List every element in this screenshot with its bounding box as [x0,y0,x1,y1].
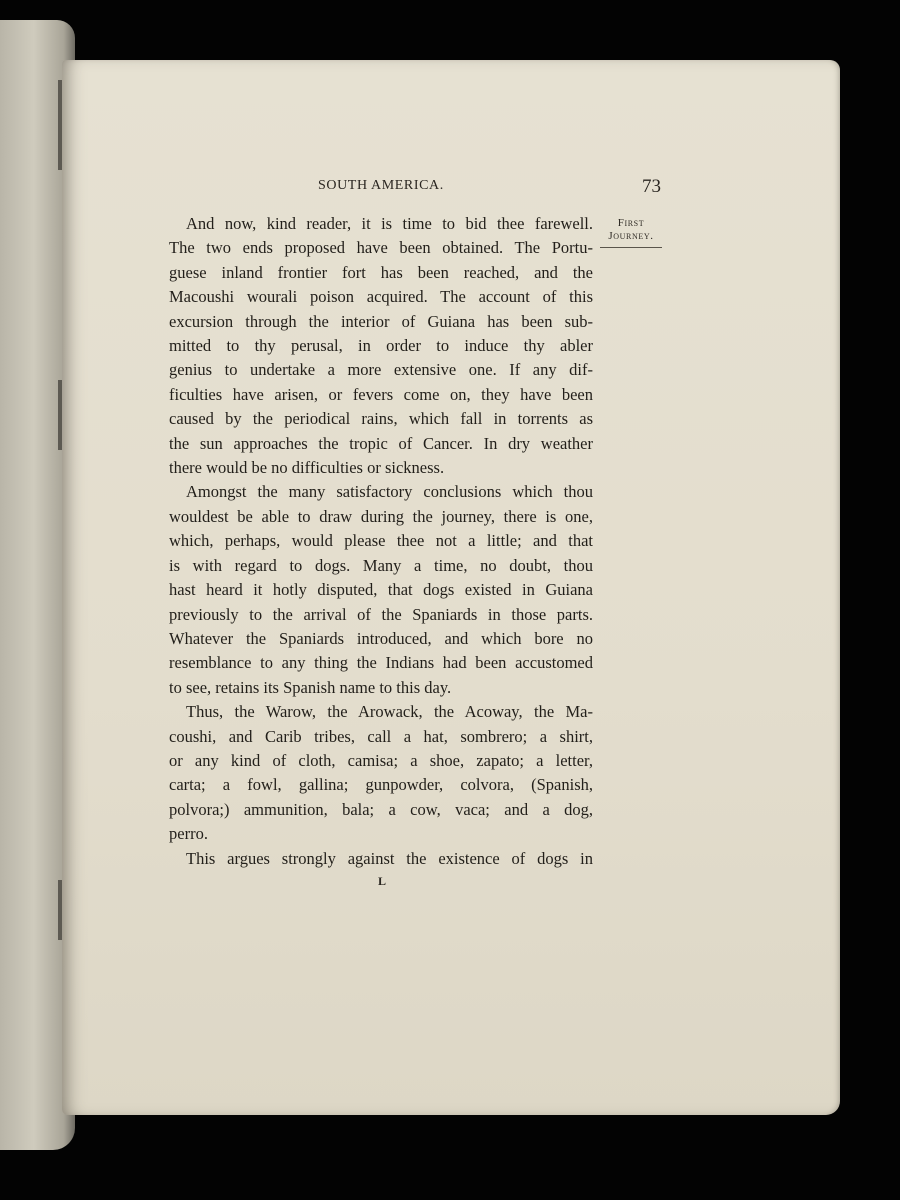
text-line: Amongst the many satisfactory conclusions which thou [186,482,593,502]
text-line: guese inland frontier fort has been reached, and the [169,262,593,282]
text-line: which, perhaps, would please thee not a little; and that [169,531,593,551]
text-line: Macoushi wourali poison acquired. The account of this [169,287,593,307]
paragraph [169,480,593,700]
book-page [62,60,840,1115]
text-line: wouldest be able to draw during the journey, there is one, [169,506,593,526]
text-line: perro. [169,824,208,844]
text-line: there would be no difficulties or sickness. [169,458,445,478]
paragraph [169,700,593,846]
text-line: coushi, and Carib tribes, call a hat, sombrero; a shirt, [169,726,593,746]
text-line: Whatever the Spaniards introduced, and which bore no [169,628,593,648]
margin-note-line: First [617,217,645,229]
text-line: This argues strongly against the existence of dogs in [186,848,593,868]
text-line: is with regard to dogs. Many a time, no doubt, thou [169,555,593,575]
body-text [169,212,593,871]
margin-note-line: Journey. [608,230,654,242]
text-line: or any kind of cloth, camisa; a shoe, zapato; a letter, [169,750,593,770]
text-line: genius to undertake a more extensive one. If any dif- [169,360,593,380]
text-line: the sun approaches the tropic of Cancer. In dry weather [169,433,593,453]
paragraph [169,847,593,871]
text-line: The two ends proposed have been obtained. The Portu- [169,238,593,258]
text-line: polvora;) ammunition, bala; a cow, vaca; and a dog, [169,799,593,819]
text-line: previously to the arrival of the Spaniards in those parts. [169,604,593,624]
text-line: ficulties have arisen, or fevers come on, they have been [169,384,593,404]
running-head: SOUTH AMERICA. [318,178,444,193]
text-line: carta; a fowl, gallina; gunpowder, colvora, (Spanish, [169,775,593,795]
text-line: mitted to thy perusal, in order to induce thy abler [169,336,593,356]
paragraph [169,212,593,480]
page-header [62,178,840,202]
text-line: caused by the periodical rains, which fall in torrents as [169,409,593,429]
text-line: Thus, the Warow, the Arowack, the Acoway, the Ma- [186,702,593,722]
text-line: to see, retains its Spanish name to this day. [169,677,452,697]
text-line: resemblance to any thing the Indians had been accustomed [169,653,593,673]
margin-note [600,217,662,248]
text-line: hast heard it hotly disputed, that dogs existed in Guiana [169,580,593,600]
text-line: And now, kind reader, it is time to bid thee farewell. [186,214,593,233]
text-line: excursion through the interior of Guiana has been sub- [169,311,593,331]
signature-mark: L [378,874,387,888]
page-number: 73 [642,176,661,197]
